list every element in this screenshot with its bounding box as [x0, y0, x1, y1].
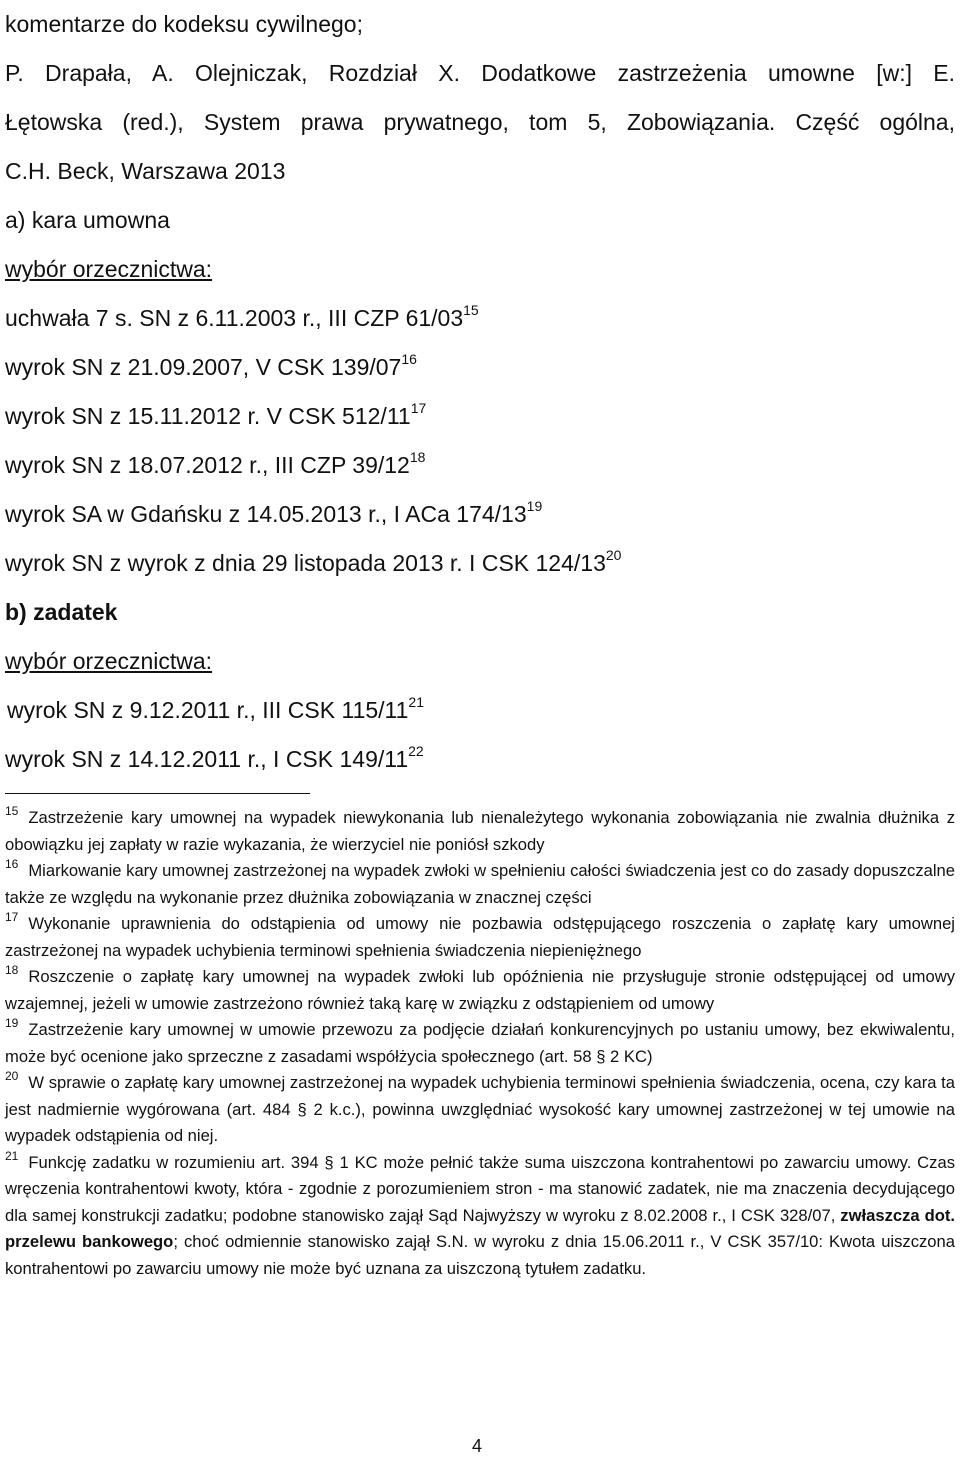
footnote: $^{16}$ Miarkowanie kary umownej zastrzeżonej na wypadek zwłoki w spełnieniu całości świadczenia jest co do zasady dopuszczalne także ze względu na wykonanie przez dłużnika zobowiązania w znacznej części [5, 857, 955, 907]
footnote-number: 18 [5, 963, 19, 977]
footnote-ref[interactable]: 21 [408, 694, 424, 710]
footnote-ref[interactable]: 15 [463, 302, 479, 318]
footnote-number: 17 [5, 910, 19, 924]
footnote-ref[interactable]: 16 [401, 351, 417, 367]
case-entry: wyrok SN z 9.12.2011 r., III CSK $115/11^{21}$ [7, 694, 424, 723]
footnote-separator [5, 793, 310, 794]
footnote: $^{18}$ Roszczenie o zapłatę kary umownej na wypadek zwłoki lub opóźnienia nie przysługuje stronie odstępującej od umowy wzajemnej, jeżeli w umowie zastrzeżono również taką karę w związku z odstąpieniem od umowy [5, 963, 955, 1013]
footnote-number: 21 [5, 1148, 19, 1163]
footnote-number: 16 [5, 857, 19, 871]
footnote-number: 20 [5, 1069, 19, 1083]
case-entry: wyrok SN z 21.09.2007, V CSK $139/07^{16}$ [5, 351, 417, 380]
text-line: P. Drapała, A. Olejniczak, Rozdział X. Dodatkowe zastrzeżenia umowne [w:] E. [5, 60, 955, 86]
footnote: $^{17}$ Wykonanie uprawnienia do odstąpienia od umowy nie pozbawia odstępującego roszczenia o zapłatę kary umownej zastrzeżonej na wypadek uchybienia terminowi spełnienia świadczenia niepieniężnego [5, 910, 955, 960]
footnote-number: 19 [5, 1016, 19, 1030]
case-selection-label: wybór orzecznictwa: [5, 256, 213, 282]
footnote: $^{21}$ Funkcję zadatku w rozumieniu art. 394 § 1 KC może pełnić także suma uiszczona kontrahentowi po zawarciu umowy. Czas wręczenia kontrahentowi kwoty, która - zgodnie z porozumieniem stron - ma stanowić zadatek, nie ma znaczenia decydującego dla samej konstrukcji zadatku; podobne stanowisko zajął Sąd Najwyższy w wyroku z 8.02.2008 r., I CSK 328/07, zwłaszcza dot. przelewu bankowego; choć odmiennie stanowisko zajął S.N. w wyroku z dnia 15.06.2011 r., V CSK 357/10: Kwota uiszczona kontrahentowi po zawarciu umowy nie może być uznana za uiszczoną tytułem zadatku. [5, 1148, 955, 1278]
footnote: $^{15}$ Zastrzeżenie kary umownej na wypadek niewykonania lub nienależytego wykonania zobowiązania nie zwalnia dłużnika z obowiązku jej zapłaty w razie wykazania, że wierzyciel nie poniósł szkody [5, 804, 955, 854]
footnote-ref[interactable]: 19 [526, 498, 543, 514]
case-entry: uchwała 7 s. SN z 6.11.2003 r., III CZP $61/03^{15}$ [5, 302, 479, 331]
case-selection-label: wybór orzecznictwa: [5, 648, 213, 674]
text-line: Łętowska (red.), System prawa prywatnego, tom 5, Zobowiązania. Część ogólna, [5, 109, 955, 135]
case-entry: wyrok SN z wyrok z dnia 29 listopada 2013 r. I CSK $124/13^{20}$ [5, 547, 622, 576]
section-heading-a: a) kara umowna [5, 207, 170, 233]
case-entry: wyrok SN z 18.07.2012 r., III CZP $39/12^{18}$ [5, 449, 426, 478]
case-entry: wyrok SA w Gdańsku z 14.05.2013 r., I ACa $174/13^{19}$ [5, 498, 543, 527]
text-line: komentarze do kodeksu cywilnego; [5, 11, 363, 37]
footnote-ref[interactable]: 20 [605, 547, 622, 563]
footnote: $^{20}$ W sprawie o zapłatę kary umownej zastrzeżonej na wypadek uchybienia terminowi spełnienia świadczenia, ocena, czy kara ta jest nadmiernie wygórowana (art. 484 § 2 k.c.), powinna uwzględniać wysokość kary umownej zastrzeżonej w tej umowie na wypadek odstąpienia od niej. [5, 1069, 955, 1145]
footnotes [5, 805, 955, 1282]
section-heading-b: b) zadatek [5, 599, 118, 625]
footnote-ref[interactable]: 17 [410, 400, 427, 416]
footnote-emphasis: zwłaszcza dot. przelewu bankowego [5, 1205, 955, 1251]
footnote: $^{19}$ Zastrzeżenie kary umownej w umowie przewozu za podjęcie działań konkurencyjnych po ustaniu umowy, bez ekwiwalentu, może być ocenione jako sprzeczne z zasadami współżycia społecznego (art. 58 § 2 KC) [5, 1016, 955, 1066]
footnote-ref[interactable]: 18 [409, 449, 426, 465]
case-entry: wyrok SN z 14.12.2011 r., I CSK $149/11^{22}$ [5, 743, 424, 772]
page-number: 4 [472, 1436, 483, 1456]
footnote-ref[interactable]: 22 [408, 743, 424, 759]
case-entry: wyrok SN z 15.11.2012 r. V CSK $512/11^{17}$ [5, 400, 427, 429]
footnote-number: 15 [5, 804, 19, 818]
text-line: C.H. Beck, Warszawa 2013 [5, 158, 286, 184]
main-text [5, 0, 955, 784]
